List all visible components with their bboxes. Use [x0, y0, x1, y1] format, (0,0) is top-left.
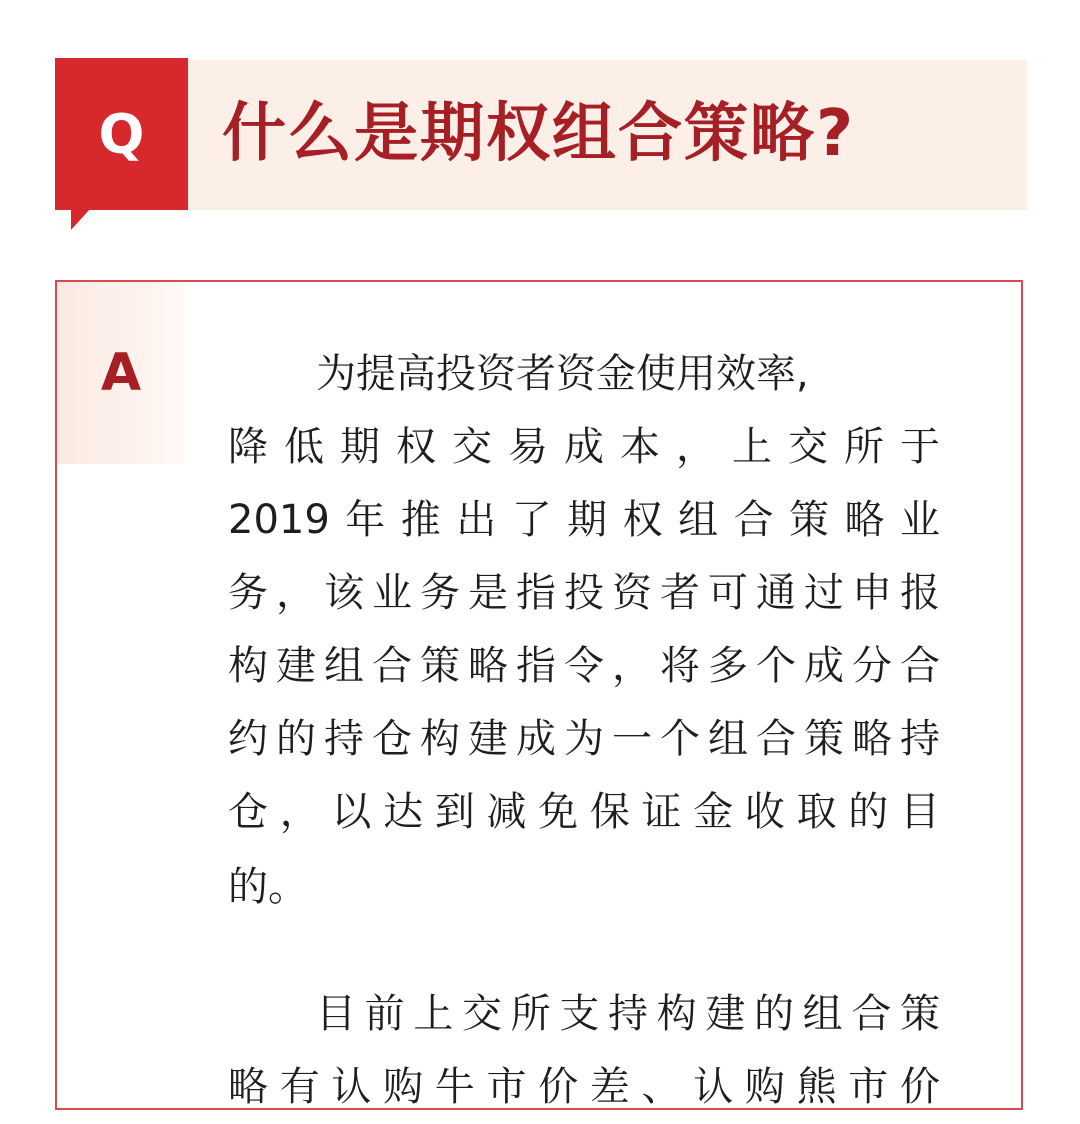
answer-line: 2019年推出了期权组合策略业 — [228, 497, 940, 543]
question-badge-tail — [71, 208, 91, 230]
answer-line: 约的持仓构建成为一个组合策略持 — [228, 716, 940, 762]
answer-paragraph-2 — [228, 978, 940, 1124]
answer-line: 构建组合策略指令，将多个成分合 — [228, 643, 940, 689]
answer-line: 的。 — [228, 864, 308, 910]
answer-badge-label: A — [100, 343, 142, 403]
answer-badge — [57, 282, 185, 464]
answer-line: 略有认购牛市价差、认购熊市价 — [228, 1064, 940, 1110]
answer-paragraph-1 — [228, 338, 940, 924]
question-badge-label: Q — [98, 102, 145, 166]
answer-line: 务，该业务是指投资者可通过申报 — [228, 570, 940, 616]
question-title: 什么是期权组合策略? — [222, 97, 856, 171]
answer-line: 仓，以达到减免保证金收取的目 — [228, 789, 940, 835]
question-badge — [55, 58, 188, 210]
answer-line: 降低期权交易成本，上交所于 — [228, 424, 940, 470]
answer-line: 目前上交所支持构建的组合策 — [316, 991, 940, 1037]
question-header — [55, 58, 1027, 210]
answer-line: 为提高投资者资金使用效率, — [316, 351, 809, 397]
